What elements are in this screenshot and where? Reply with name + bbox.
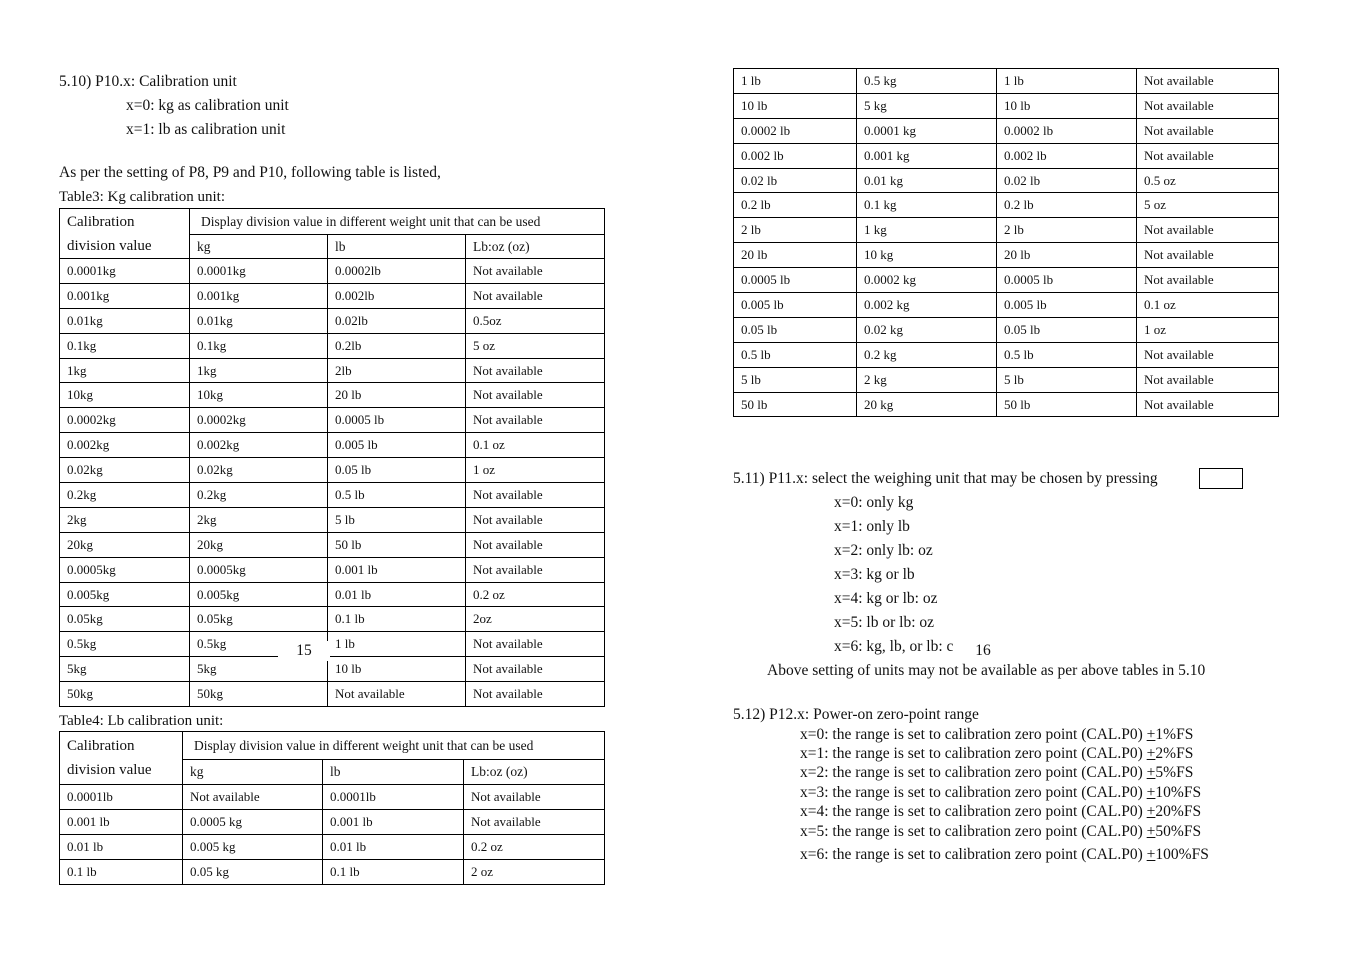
table4-cont-row <box>734 193 1279 218</box>
table3-lb-cell: 0.1 lb <box>328 607 466 632</box>
table3-calibration-cell: 0.02kg <box>60 458 190 483</box>
table4-lb-calibration <box>59 731 605 885</box>
key-button-box <box>1199 468 1243 489</box>
table4-cont-lb-cell: 0.5 lb <box>997 342 1137 367</box>
table3-row <box>60 607 605 632</box>
table3-row <box>60 433 605 458</box>
table3-lb-cell: 0.002lb <box>328 283 466 308</box>
table4-cont-lb-cell: 0.2 lb <box>997 193 1137 218</box>
section-5-12-option <box>800 784 1201 802</box>
table3-row <box>60 682 605 707</box>
table3-kg-cell: 0.02kg <box>190 458 328 483</box>
table3-lb-cell: 0.0005 lb <box>328 408 466 433</box>
table3-calibration-cell: 0.005kg <box>60 582 190 607</box>
table4-calibration-cell: 0.001 lb <box>60 810 183 835</box>
option-text: x=6: the range is set to calibration zero point (CAL.P0) <box>800 846 1147 863</box>
table3-row <box>60 557 605 582</box>
table3-kg-cell: 5kg <box>190 657 328 682</box>
section-5-11-option: x=4: kg or lb: oz <box>834 590 938 607</box>
table3-oz-cell: Not available <box>466 283 605 308</box>
table3-row <box>60 358 605 383</box>
option-text: x=4: the range is set to calibration zero point (CAL.P0) <box>800 803 1147 820</box>
table3-row <box>60 259 605 284</box>
table4-cont-kg-cell: 0.002 kg <box>857 293 997 318</box>
intro-text: As per the setting of P8, P9 and P10, following table is listed, <box>59 164 441 181</box>
table3-subheader-oz: Lb:oz (oz) <box>466 235 605 259</box>
table3-kg-cell: 0.005kg <box>190 582 328 607</box>
table3-calibration-cell: 0.0005kg <box>60 557 190 582</box>
option-text: x=1: the range is set to calibration zero point (CAL.P0) <box>800 745 1147 762</box>
table4-cont-row <box>734 268 1279 293</box>
table3-calibration-cell: 20kg <box>60 532 190 557</box>
table4-cont-kg-cell: 0.0002 kg <box>857 268 997 293</box>
section-5-11-option: x=3: kg or lb <box>834 566 915 583</box>
table3-lb-cell: 0.05 lb <box>328 458 466 483</box>
table4-row <box>60 860 605 885</box>
section-5-11-option: x=5: lb or lb: oz <box>834 614 935 631</box>
table4-cont-kg-cell: 0.1 kg <box>857 193 997 218</box>
section-5-12-option <box>800 803 1201 821</box>
section-5-12-heading: 5.12) P12.x: Power-on zero-point range <box>733 706 979 723</box>
section-5-12-option <box>800 764 1193 782</box>
table4-cont-row <box>734 118 1279 143</box>
plus-minus-symbol: + <box>1146 823 1156 840</box>
table4-cont-oz-cell: Not available <box>1137 218 1279 243</box>
table3-row <box>60 408 605 433</box>
section-5-12-option <box>800 846 1209 864</box>
table3-oz-cell: Not available <box>466 557 605 582</box>
table3-row <box>60 632 605 657</box>
plus-minus-symbol: + <box>1146 803 1156 820</box>
table4-cont-lb-cell: 1 lb <box>997 69 1137 94</box>
section-5-12-option <box>800 823 1201 841</box>
option-text: x=3: the range is set to calibration zero point (CAL.P0) <box>800 784 1147 801</box>
table3-row <box>60 333 605 358</box>
table4-cont-kg-cell: 0.02 kg <box>857 317 997 342</box>
table4-cont-kg-cell: 10 kg <box>857 243 997 268</box>
table3-calibration-cell: 0.002kg <box>60 433 190 458</box>
option-text: x=5: the range is set to calibration zero point (CAL.P0) <box>800 823 1147 840</box>
table3-lb-cell: 0.005 lb <box>328 433 466 458</box>
table4-calibration-cell: 0.0001lb <box>60 785 183 810</box>
table3-kg-cell: 0.0002kg <box>190 408 328 433</box>
table4-cont-lb-cell: 0.005 lb <box>997 293 1137 318</box>
table3-lb-cell: 0.01 lb <box>328 582 466 607</box>
table4-row <box>60 810 605 835</box>
table4-cont-row <box>734 392 1279 417</box>
section-5-11-option: x=1: only lb <box>834 518 910 535</box>
table4-cont-calibration-cell: 0.002 lb <box>734 143 857 168</box>
table3-row <box>60 283 605 308</box>
table4-cont-calibration-cell: 1 lb <box>734 69 857 94</box>
table3-kg-cell: 0.05kg <box>190 607 328 632</box>
table4-cont-lb-cell: 0.05 lb <box>997 317 1137 342</box>
table3-lb-cell: 0.02lb <box>328 308 466 333</box>
table3-lb-cell: 5 lb <box>328 507 466 532</box>
table3-oz-cell: 1 oz <box>466 458 605 483</box>
table3-oz-cell: 5 oz <box>466 333 605 358</box>
table4-calibration-cell: 0.1 lb <box>60 860 183 885</box>
table4-cont-lb-cell: 5 lb <box>997 367 1137 392</box>
table4-header-line1: Calibration <box>67 738 135 754</box>
table4-caption: Table4: Lb calibration unit: <box>59 713 224 729</box>
section-5-10-option: x=1: lb as calibration unit <box>126 121 286 138</box>
table4-header-span: Display division value in different weight unit that can be used <box>183 732 605 760</box>
table4-calibration-cell: 0.01 lb <box>60 835 183 860</box>
section-5-11-note: Above setting of units may not be available as per above tables in 5.10 <box>767 662 1206 679</box>
table4-cont-oz-cell: Not available <box>1137 342 1279 367</box>
table3-lb-cell: 20 lb <box>328 383 466 408</box>
table4-subheader-lb: lb <box>323 760 464 785</box>
plus-minus-symbol: + <box>1146 846 1156 863</box>
table4-row <box>60 785 605 810</box>
table3-oz-cell: Not available <box>466 632 605 657</box>
table3-calibration-cell: 0.5kg <box>60 632 190 657</box>
table4-cont-oz-cell: Not available <box>1137 93 1279 118</box>
table3-kg-cell: 50kg <box>190 682 328 707</box>
table3-lb-cell: 50 lb <box>328 532 466 557</box>
table4-cont-row <box>734 218 1279 243</box>
table3-kg-cell: 10kg <box>190 383 328 408</box>
table3-lb-cell: 0.2lb <box>328 333 466 358</box>
table3-lb-cell: 0.0002lb <box>328 259 466 284</box>
table4-lb-cell: 0.01 lb <box>323 835 464 860</box>
table4-cont-oz-cell: Not available <box>1137 143 1279 168</box>
table4-cont-row <box>734 317 1279 342</box>
option-text: x=0: the range is set to calibration zero point (CAL.P0) <box>800 726 1147 743</box>
table4-subheader-oz: Lb:oz (oz) <box>464 760 605 785</box>
table4-cont-kg-cell: 0.2 kg <box>857 342 997 367</box>
table4-kg-cell: 0.0005 kg <box>183 810 323 835</box>
table4-continued <box>733 68 1279 417</box>
table3-lb-cell: 0.001 lb <box>328 557 466 582</box>
table4-cont-calibration-cell: 5 lb <box>734 367 857 392</box>
table3-oz-cell: Not available <box>466 358 605 383</box>
table3-subheader-lb: lb <box>328 235 466 259</box>
table3-oz-cell: 2oz <box>466 607 605 632</box>
plus-minus-symbol: + <box>1146 745 1156 762</box>
table3-oz-cell: Not available <box>466 507 605 532</box>
table4-cont-row <box>734 93 1279 118</box>
option-text: x=2: the range is set to calibration zero point (CAL.P0) <box>800 764 1147 781</box>
range-value: 1%FS <box>1155 726 1194 743</box>
table3-oz-cell: 0.1 oz <box>466 433 605 458</box>
section-5-10-heading: 5.10) P10.x: Calibration unit <box>59 73 237 90</box>
table3-calibration-cell: 5kg <box>60 657 190 682</box>
table4-cont-calibration-cell: 0.005 lb <box>734 293 857 318</box>
table3-calibration-cell: 2kg <box>60 507 190 532</box>
table4-cont-lb-cell: 20 lb <box>997 243 1137 268</box>
table4-cont-kg-cell: 0.0001 kg <box>857 118 997 143</box>
table3-row <box>60 507 605 532</box>
table3-header-line1: Calibration <box>67 213 135 230</box>
table4-cont-row <box>734 168 1279 193</box>
section-5-11-option: x=2: only lb: oz <box>834 542 933 559</box>
table3-oz-cell: Not available <box>466 682 605 707</box>
table4-cont-kg-cell: 20 kg <box>857 392 997 417</box>
page-number-right: 16 <box>958 640 1008 662</box>
table4-oz-cell: 0.2 oz <box>464 835 605 860</box>
table3-kg-cell: 0.1kg <box>190 333 328 358</box>
range-value: 5%FS <box>1155 764 1194 781</box>
table3-lb-cell: 10 lb <box>328 657 466 682</box>
table4-cont-kg-cell: 0.001 kg <box>857 143 997 168</box>
table4-cont-calibration-cell: 50 lb <box>734 392 857 417</box>
table4-cont-row <box>734 342 1279 367</box>
table4-cont-kg-cell: 2 kg <box>857 367 997 392</box>
table3-header-span: Display division value in different weight unit that can be used <box>190 209 605 235</box>
table3-header-line2: division value <box>67 237 152 254</box>
table3-lb-cell: 1 lb <box>328 632 466 657</box>
table4-header-calibration <box>60 732 183 785</box>
table3-row <box>60 582 605 607</box>
table4-lb-cell: 0.001 lb <box>323 810 464 835</box>
table4-cont-calibration-cell: 0.0005 lb <box>734 268 857 293</box>
table4-row <box>60 835 605 860</box>
table4-oz-cell: 2 oz <box>464 860 605 885</box>
table3-lb-cell: 2lb <box>328 358 466 383</box>
plus-minus-symbol: + <box>1146 726 1156 743</box>
table4-cont-lb-cell: 0.0002 lb <box>997 118 1137 143</box>
plus-minus-symbol: + <box>1146 784 1156 801</box>
range-value: 2%FS <box>1155 745 1194 762</box>
table4-cont-oz-cell: Not available <box>1137 243 1279 268</box>
table3-kg-cell: 1kg <box>190 358 328 383</box>
table3-calibration-cell: 1kg <box>60 358 190 383</box>
table3-calibration-cell: 0.001kg <box>60 283 190 308</box>
table4-cont-calibration-cell: 0.02 lb <box>734 168 857 193</box>
section-5-11-option: x=6: kg, lb, or lb: c <box>834 638 954 655</box>
table4-cont-lb-cell: 50 lb <box>997 392 1137 417</box>
table3-kg-cell: 0.2kg <box>190 483 328 508</box>
table3-kg-cell: 0.001kg <box>190 283 328 308</box>
table4-oz-cell: Not available <box>464 785 605 810</box>
table4-cont-calibration-cell: 0.0002 lb <box>734 118 857 143</box>
table4-cont-calibration-cell: 10 lb <box>734 93 857 118</box>
range-value: 20%FS <box>1155 803 1202 820</box>
table4-cont-calibration-cell: 0.2 lb <box>734 193 857 218</box>
table4-cont-oz-cell: 0.5 oz <box>1137 168 1279 193</box>
range-value: 100%FS <box>1155 846 1209 863</box>
table3-oz-cell: Not available <box>466 259 605 284</box>
table3-calibration-cell: 0.0002kg <box>60 408 190 433</box>
table3-kg-cell: 0.01kg <box>190 308 328 333</box>
table4-cont-row <box>734 293 1279 318</box>
table4-cont-kg-cell: 1 kg <box>857 218 997 243</box>
table3-row <box>60 532 605 557</box>
section-5-11-heading: 5.11) P11.x: select the weighing unit that may be chosen by pressing <box>733 470 1158 487</box>
table4-cont-calibration-cell: 20 lb <box>734 243 857 268</box>
table4-oz-cell: Not available <box>464 810 605 835</box>
table4-cont-row <box>734 69 1279 94</box>
table4-cont-calibration-cell: 0.05 lb <box>734 317 857 342</box>
table3-row <box>60 383 605 408</box>
table4-cont-row <box>734 243 1279 268</box>
table4-cont-kg-cell: 5 kg <box>857 93 997 118</box>
table4-cont-oz-cell: Not available <box>1137 268 1279 293</box>
range-value: 50%FS <box>1155 823 1202 840</box>
table3-oz-cell: 0.5oz <box>466 308 605 333</box>
table4-cont-oz-cell: Not available <box>1137 118 1279 143</box>
table3-row <box>60 458 605 483</box>
table4-cont-oz-cell: 1 oz <box>1137 317 1279 342</box>
table3-row <box>60 657 605 682</box>
table3-row <box>60 308 605 333</box>
table3-calibration-cell: 0.2kg <box>60 483 190 508</box>
table3-calibration-cell: 50kg <box>60 682 190 707</box>
table4-cont-lb-cell: 0.002 lb <box>997 143 1137 168</box>
table4-subheader-kg: kg <box>183 760 323 785</box>
table4-cont-lb-cell: 0.0005 lb <box>997 268 1137 293</box>
table3-caption: Table3: Kg calibration unit: <box>59 189 225 205</box>
section-5-12-option <box>800 726 1193 744</box>
table4-cont-oz-cell: Not available <box>1137 69 1279 94</box>
table4-cont-oz-cell: Not available <box>1137 392 1279 417</box>
table4-cont-calibration-cell: 2 lb <box>734 218 857 243</box>
table3-calibration-cell: 10kg <box>60 383 190 408</box>
table3-oz-cell: Not available <box>466 383 605 408</box>
table3-calibration-cell: 0.0001kg <box>60 259 190 284</box>
table3-kg-cell: 2kg <box>190 507 328 532</box>
table3-kg-calibration <box>59 208 605 707</box>
table4-cont-oz-cell: 0.1 oz <box>1137 293 1279 318</box>
section-5-10-option: x=0: kg as calibration unit <box>126 97 289 114</box>
table3-kg-cell: 0.0001kg <box>190 259 328 284</box>
table3-kg-cell: 20kg <box>190 532 328 557</box>
table3-calibration-cell: 0.1kg <box>60 333 190 358</box>
table4-cont-oz-cell: 5 oz <box>1137 193 1279 218</box>
section-5-12-option <box>800 745 1193 763</box>
table3-kg-cell: 0.002kg <box>190 433 328 458</box>
table4-lb-cell: 0.0001lb <box>323 785 464 810</box>
table3-oz-cell: Not available <box>466 657 605 682</box>
page-number-left: 15 <box>278 641 330 661</box>
table4-cont-kg-cell: 0.01 kg <box>857 168 997 193</box>
table4-kg-cell: 0.05 kg <box>183 860 323 885</box>
table3-header-calibration <box>60 209 190 259</box>
table3-oz-cell: Not available <box>466 408 605 433</box>
table3-lb-cell: 0.5 lb <box>328 483 466 508</box>
table4-kg-cell: Not available <box>183 785 323 810</box>
table3-lb-cell: Not available <box>328 682 466 707</box>
table4-cont-lb-cell: 10 lb <box>997 93 1137 118</box>
table3-oz-cell: Not available <box>466 483 605 508</box>
table4-cont-oz-cell: Not available <box>1137 367 1279 392</box>
table4-cont-kg-cell: 0.5 kg <box>857 69 997 94</box>
table4-cont-row <box>734 367 1279 392</box>
plus-minus-symbol: + <box>1146 764 1156 781</box>
table3-oz-cell: 0.2 oz <box>466 582 605 607</box>
table3-row <box>60 483 605 508</box>
table3-calibration-cell: 0.05kg <box>60 607 190 632</box>
section-5-11-option: x=0: only kg <box>834 494 914 511</box>
table3-oz-cell: Not available <box>466 532 605 557</box>
table4-cont-lb-cell: 0.02 lb <box>997 168 1137 193</box>
table4-lb-cell: 0.1 lb <box>323 860 464 885</box>
table3-kg-cell: 0.0005kg <box>190 557 328 582</box>
table4-kg-cell: 0.005 kg <box>183 835 323 860</box>
table4-cont-calibration-cell: 0.5 lb <box>734 342 857 367</box>
table3-subheader-kg: kg <box>190 235 328 259</box>
range-value: 10%FS <box>1155 784 1202 801</box>
table3-calibration-cell: 0.01kg <box>60 308 190 333</box>
table4-cont-lb-cell: 2 lb <box>997 218 1137 243</box>
table4-header-line2: division value <box>67 762 152 778</box>
table4-cont-row <box>734 143 1279 168</box>
table3-kg-cell: 0.5kg <box>190 632 328 657</box>
